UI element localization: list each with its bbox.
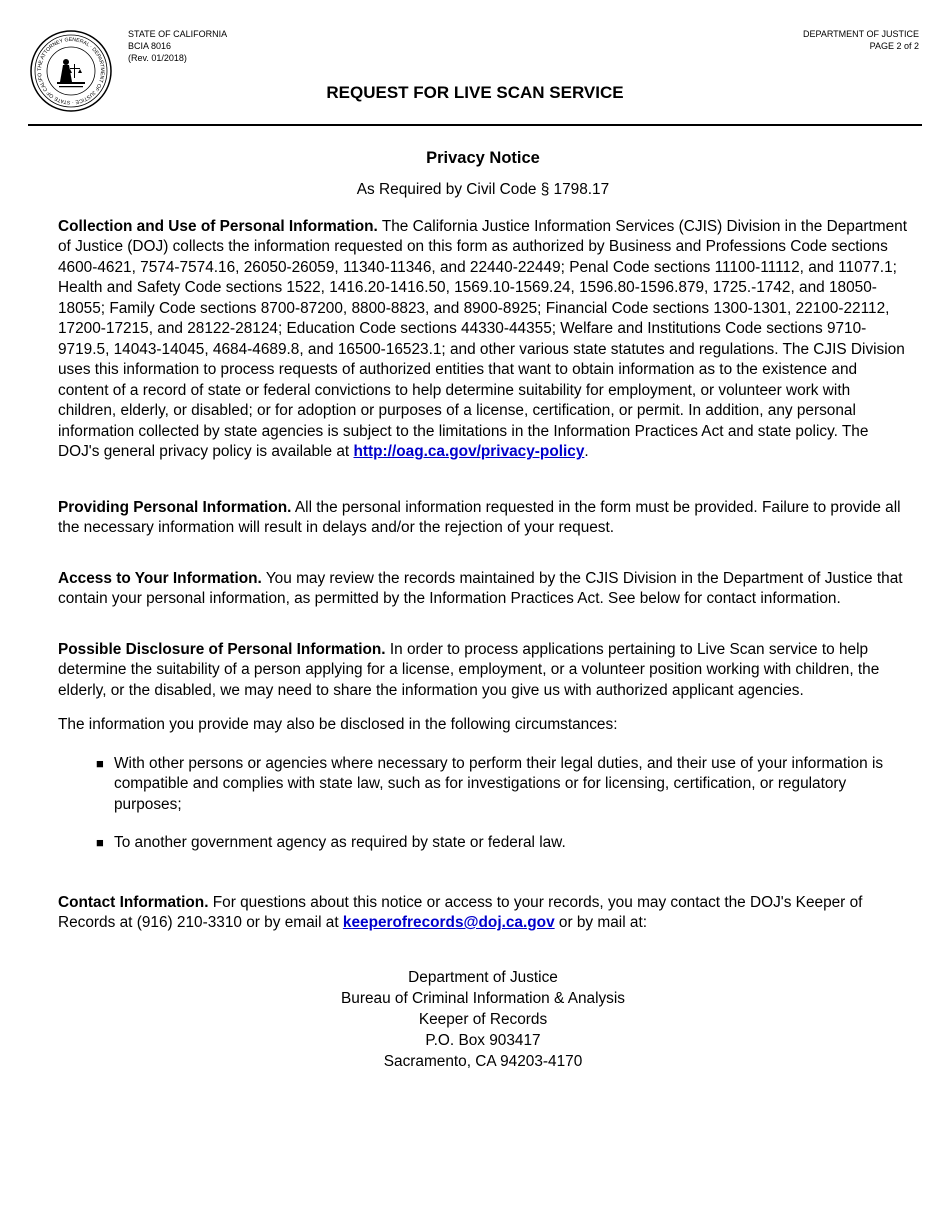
collection-end: . [584,443,589,460]
bullet-mark: ■ [96,755,104,771]
list-item [96,833,908,854]
providing-paragraph [58,498,908,539]
disclosure-intro: The information you provide may also be disclosed in the following circumstances: [58,716,618,733]
keeper-email-link[interactable]: keeperofrecords@doj.ca.gov [342,914,555,931]
department-block [803,28,919,52]
seal-text: THE ATTORNEY GENERAL · DEPARTMENT OF JUSTICE · STATE OF CALIFO [36,36,106,106]
privacy-policy-link[interactable]: http://oag.ca.gov/privacy-policy [353,443,585,460]
address-line: Bureau of Criminal Information & Analysis [341,989,625,1007]
list-item-text: To another government agency as required by state or federal law. [114,834,566,851]
page-number: PAGE 2 of 2 [869,41,919,51]
access-text: You may review the records maintained by the CJIS Division in the Department of Justice that contain your personal information, as permitted by the Information Practices Act. See below for contact information. [58,569,903,607]
notice-title: Privacy Notice [426,149,540,167]
list-item-text: With other persons or agencies where necessary to perform their legal duties, and their use of your information is compatible and complies with state law, such as for investigations or for licensing, certification, or regulatory purposes; [114,754,884,813]
contact-end: or by mail at: [554,914,647,931]
form-revision: (Rev. 01/2018) [128,53,187,63]
disclosure-list [58,754,908,854]
contact-text: For questions about this notice or access to your records, you may contact the DOJ's Keeper of Records at (916) 210-3310 or by email at [58,893,863,931]
contact-paragraph [58,893,908,934]
form-title: REQUEST FOR LIVE SCAN SERVICE [326,83,624,102]
address-line: Keeper of Records [418,1010,548,1028]
collection-text: The California Justice Information Services (CJIS) Division in the Department of Justice (DOJ) collects the information requested on this form as authorized by Business and Professions Code sections 4600-4621, 7574-7574.16, 26050-26059, 11340-11346, and 22440-22449; Penal Code sections 11100-11112, and 11077.1; Health and Safety Code sections 1522, 1416.20-1416.50, 1569.10-1569.24, 1596.80-1596.879, 1725.-1742, and 18050-18055; Family Code sections 8700-87200, 8800-8823, and 8900-8925; Financial Code sections 1300-1301, 22100-22112, 17200-17215, and 28122-28124; Education Code sections 44330-44355; Welfare and Institutions Code sections 9710-9719.5, 14043-14045, 4684-4689.8, and 16500-16523.1; and other various state statutes and regulations. The CJIS Division uses this information to process requests of authorized entities that want to obtain information as to the existence and content of a record of state or federal convictions to help determine suitability for employment, or volunteer work with children, elderly, or disabled; or for adoption or purposes of a license, certification, or permit. In addition, any personal information collected by state agencies is subject to the limitations in the Information Practices Act and state policy. The DOJ's general privacy policy is available at [58,217,908,460]
privacy-notice [58,146,908,1072]
notice-subtitle: As Required by Civil Code § 1798.17 [356,181,610,198]
contact-heading: Contact Information. [58,893,209,911]
access-paragraph [58,569,908,610]
header-divider [28,124,922,126]
disclosure-text: In order to process applications pertaining to Live Scan service to help determine the suitability of a person applying for a license, employment, or a volunteer position working with children, the elderly, or the disabled, we may need to share the information you give us with authorized applicant agencies. [58,640,880,699]
state-label: STATE OF CALIFORNIA [128,29,228,39]
providing-text: All the personal information requested in the form must be provided. Failure to provide all the necessary information will result in delays and/or the rejection of your request. [58,498,901,536]
form-number: BCIA 8016 [128,41,172,51]
department-label: DEPARTMENT OF JUSTICE [802,29,919,39]
disclosure-paragraph [58,640,908,702]
bullet-mark: ■ [96,835,104,850]
disclosure-heading: Possible Disclosure of Personal Information. [58,640,386,658]
collection-paragraph [58,217,908,463]
address-line: Department of Justice [408,968,558,986]
form-id-block [128,28,227,64]
collection-heading: Collection and Use of Personal Information. [58,217,378,235]
address-line: Sacramento, CA 94203-4170 [383,1052,583,1070]
access-heading: Access to Your Information. [58,569,262,587]
address-line: P.O. Box 903417 [425,1031,541,1049]
providing-heading: Providing Personal Information. [58,498,292,516]
mailing-address [58,967,908,1072]
list-item [96,754,908,816]
